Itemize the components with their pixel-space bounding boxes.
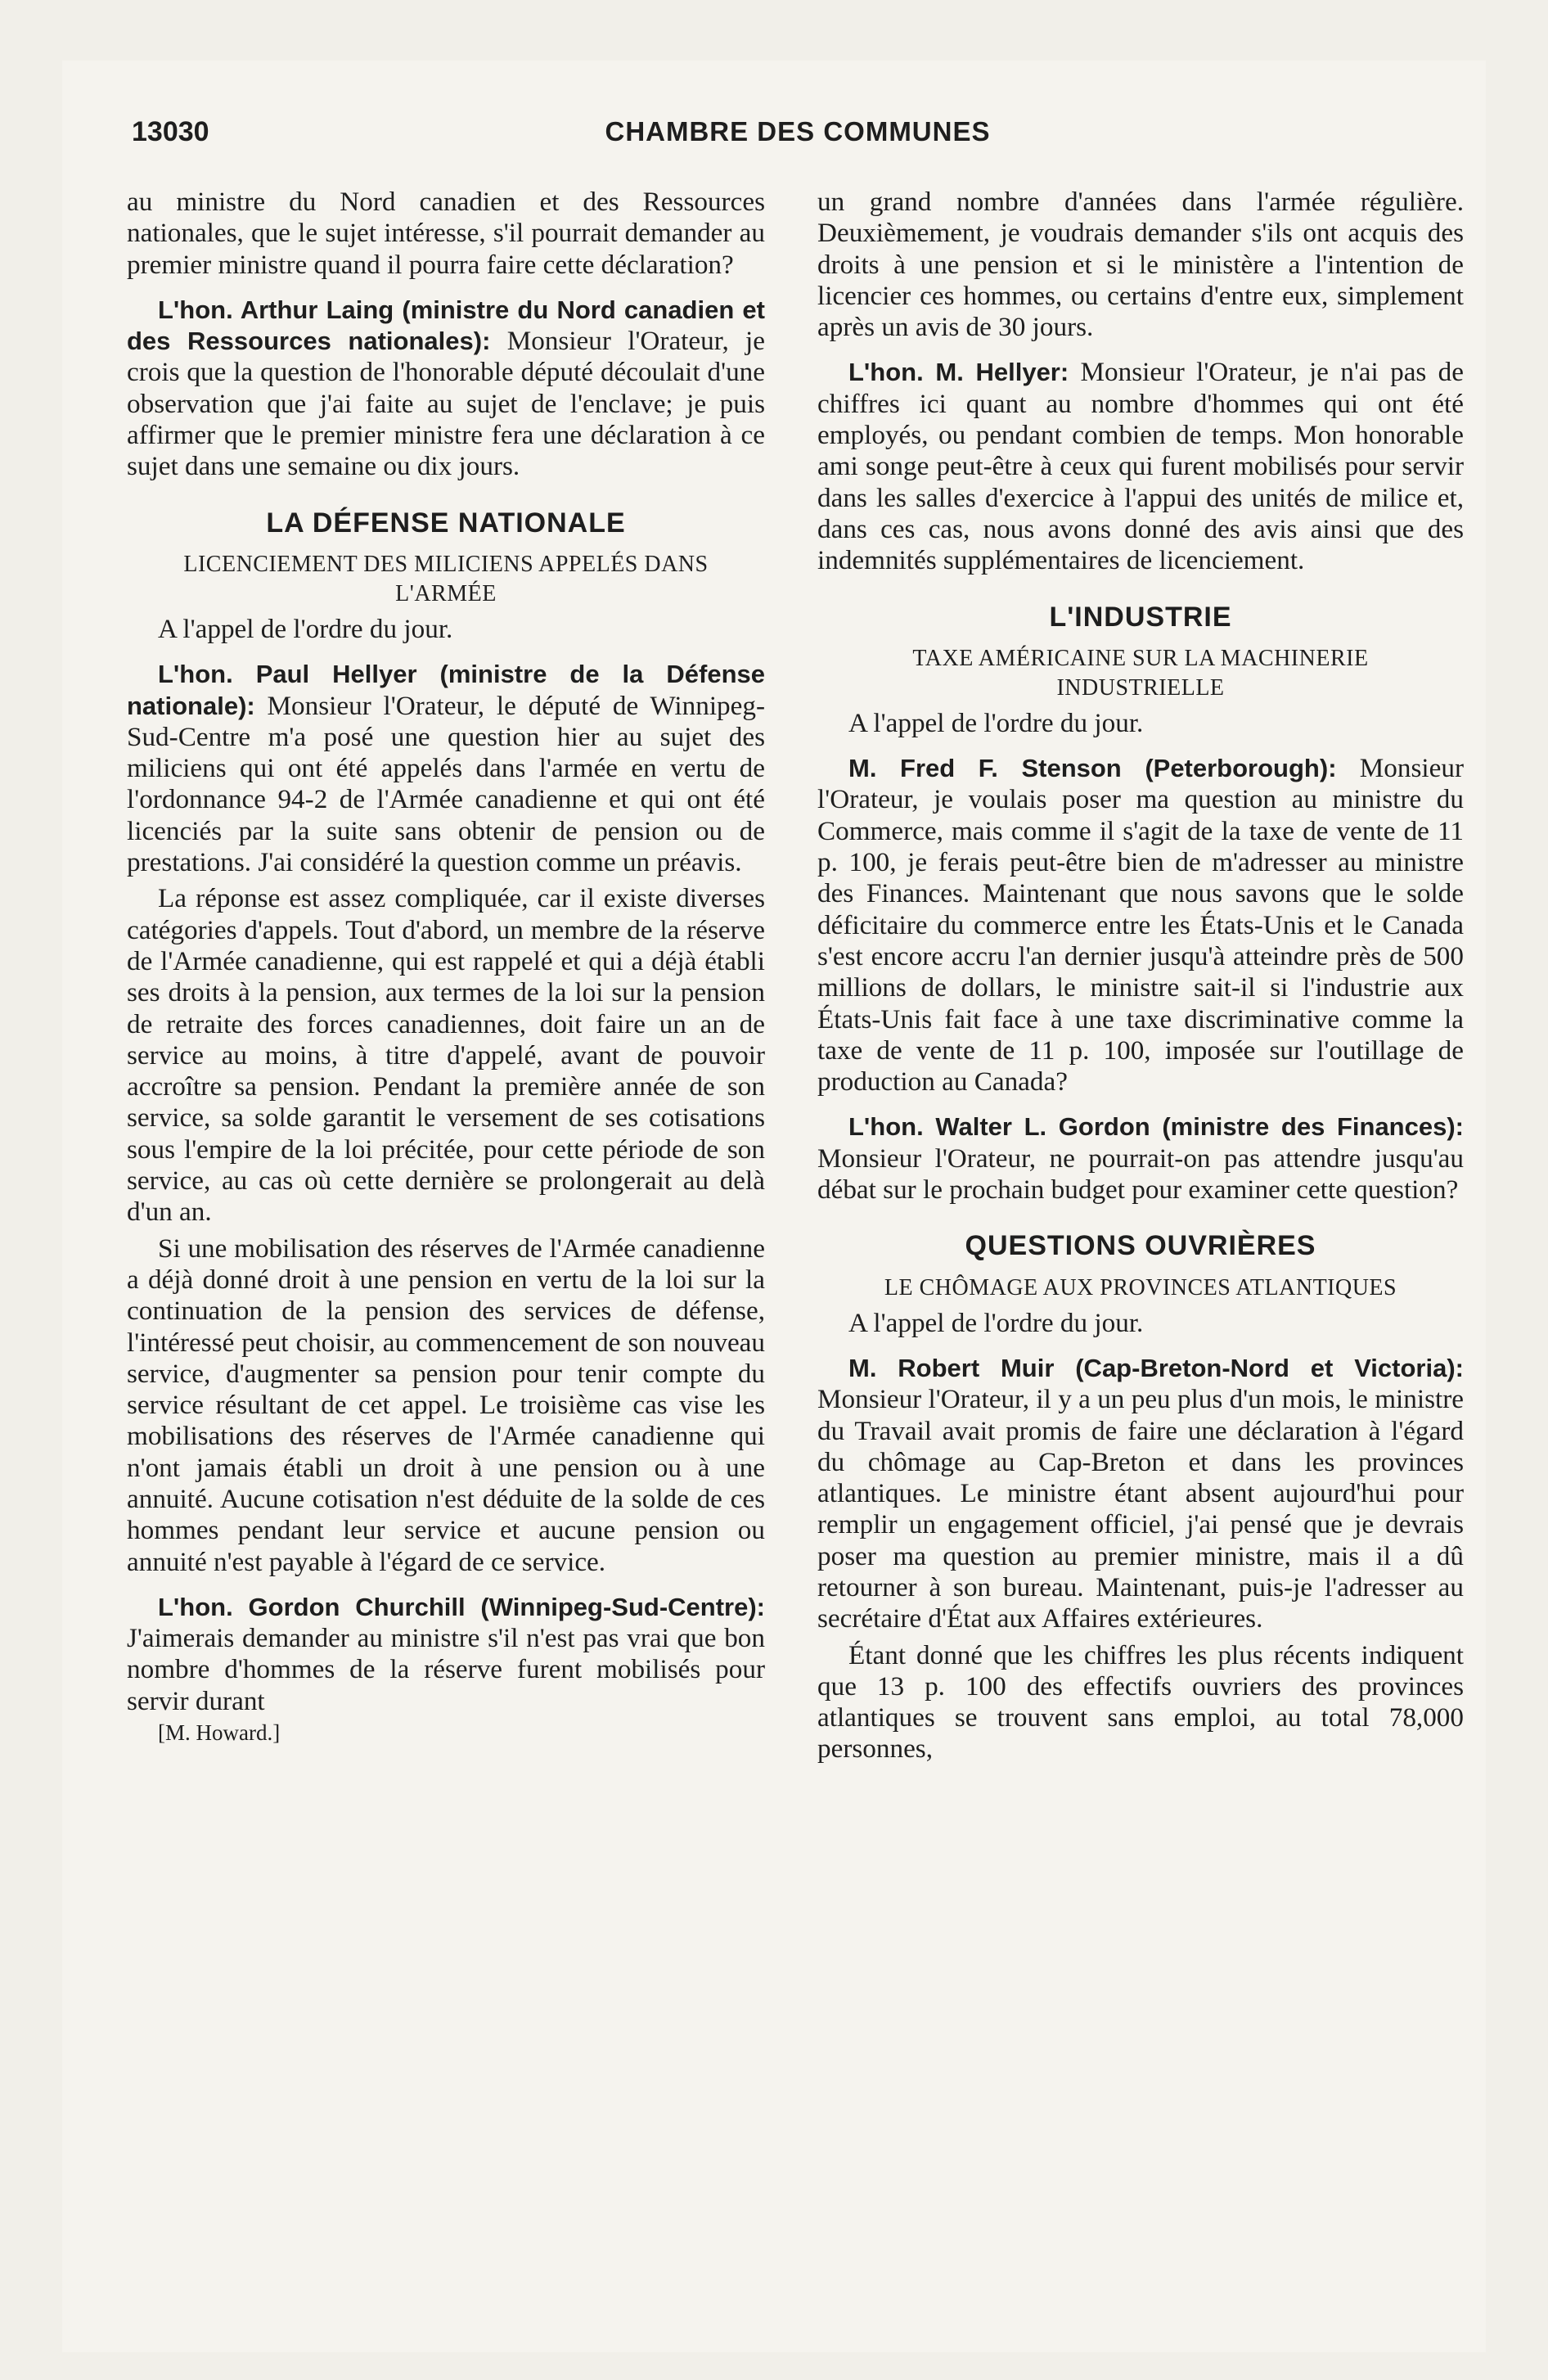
speaker-name: L'hon. Paul Hellyer (ministre de la Défense nationale): [127, 660, 765, 720]
speaker-name: L'hon. Walter L. Gordon (ministre des Finances): [848, 1112, 1464, 1142]
section-subheading: LICENCIEMENT DES MILICIENS APPELÉS DANS L'ARMÉE [183, 551, 709, 606]
section-heading: L'INDUSTRIE [1049, 601, 1232, 633]
speech [127, 659, 765, 878]
right-column [817, 187, 1464, 1765]
speech [127, 1592, 765, 1717]
paragraph: un grand nombre d'années dans l'armée régulière. Deuxièmement, je voudrais demander s'ils ont acquis des droits à une pension et si le ministère a l'intention de licencier ces hommes, ou certains d'entre eux, simplement après un avis de 30 jours. [817, 187, 1464, 343]
page-footer: [M. Howard.] [158, 1720, 281, 1746]
speaker-name: M. Fred F. Stenson (Peterborough): [848, 754, 1337, 783]
order-of-day: A l'appel de l'ordre du jour. [158, 613, 453, 644]
speech [817, 1111, 1464, 1206]
speech-text: Monsieur l'Orateur, ne pourrait-on pas attendre jusqu'au débat sur le prochain budget pour examiner cette question? [817, 1143, 1464, 1206]
speech-text: Monsieur l'Orateur, il y a un peu plus d'un mois, le ministre du Travail avait promis de faire une déclaration à l'égard du chômage au Cap-Breton et dans les provinces atlantiques. Le ministre étant absent aujourd'hui pour remplir un engagement officiel, j'ai pensé que je devrais poser ma question au premier ministre, mais il a dû retourner à son bureau. Maintenant, puis-je l'adresser au secrétaire d'État aux Affaires extérieures. [817, 1384, 1464, 1634]
speech-text: Monsieur l'Orateur, je crois que la question de l'honorable député découlait d'une observation que j'ai faite au sujet de l'enclave; je puis affirmer que le premier ministre fera une déclaration à ce sujet dans une semaine ou dix jours. [127, 326, 766, 482]
paragraph: Si une mobilisation des réserves de l'Armée canadienne a déjà donné droit à une pension en vertu de la loi sur la continuation de la pension des services de défense, l'intéressé peut choisir, au commencement de son nouveau service, d'augmenter sa pension pour tenir compte du service résultant de cet appel. Le troisième cas vise les mobilisations des réserves de l'Armée canadienne qui n'ont jamais établi un droit à une pension ou à une annuité. Aucune cotisation n'est déduite de la solde de ces hommes pendant leur service et aucune pension ou annuité n'est payable à l'égard de ce service. [127, 1233, 765, 1577]
section-heading: LA DÉFENSE NATIONALE [266, 507, 626, 539]
speech [817, 1353, 1464, 1635]
speech-text: Monsieur l'Orateur, je voulais poser ma question au ministre du Commerce, mais comme il s'agit de la taxe de vente de 11 p. 100, je ferais peut-être bien de m'adresser au ministre des Finances. Maintenant que nous savons que le solde déficitaire du commerce entre les États-Unis et le Canada s'est encore accru l'an dernier jusqu'à atteindre près de 500 millions de dollars, le ministre sait-il si l'industrie aux États-Unis fait face à une taxe discriminative comme la taxe de vente de 11 p. 100, imposée sur l'outillage de production au Canada? [817, 753, 1464, 1098]
page-number: 13030 [132, 116, 209, 147]
order-of-day: A l'appel de l'ordre du jour. [848, 1307, 1144, 1338]
section-subheading: TAXE AMÉRICAINE SUR LA MACHINERIE INDUSTRIELLE [912, 645, 1369, 701]
speech [127, 295, 765, 483]
speech-text: J'aimerais demander au ministre s'il n'est pas vrai que bon nombre d'hommes de la réserve furent mobilisés pour servir durant [127, 1623, 765, 1716]
paragraph: au ministre du Nord canadien et des Ressources nationales, que le sujet intéresse, s'il pourrait demander au premier ministre quand il pourra faire cette déclaration? [127, 187, 765, 280]
speaker-name: L'hon. Arthur Laing (ministre du Nord canadien et des Ressources nationales): [127, 295, 765, 356]
order-of-day: A l'appel de l'ordre du jour. [848, 707, 1144, 738]
speech-text: Monsieur l'Orateur, le député de Winnipeg-Sud-Centre m'a posé une question hier au sujet des miliciens qui ont été appelés dans l'armée en vertu de l'ordonnance 94-2 de l'Armée canadienne et qui ont été licenciés par la suite sans obtenir de pension ou de prestations. J'ai considéré la question comme un préavis. [127, 690, 766, 878]
speech [817, 753, 1464, 1098]
speaker-name: M. Robert Muir (Cap-Breton-Nord et Victoria): [848, 1353, 1464, 1382]
paragraph: Étant donné que les chiffres les plus récents indiquent que 13 p. 100 des effectifs ouvriers des provinces atlantiques se trouvent sans emploi, au total 78,000 personnes, [817, 1639, 1464, 1765]
section-heading: QUESTIONS OUVRIÈRES [965, 1230, 1316, 1262]
section-subheading: LE CHÔMAGE AUX PROVINCES ATLANTIQUES [884, 1274, 1397, 1300]
page-header [127, 115, 1469, 164]
page-title: CHAMBRE DES COMMUNES [605, 116, 991, 146]
left-column [127, 187, 765, 1748]
speech-text: Monsieur l'Orateur, je n'ai pas de chiffres ici quant au nombre d'hommes qui ont été employés, ou pendant combien de temps. Mon honorable ami songe peut-être à ceux qui furent mobilisés pour servir dans les salles d'exercice à l'appui des unités de milice et, dans ces cas, nous avons donné des avis ainsi que des indemnités supplémentaires de licenciement. [817, 357, 1464, 576]
speaker-name: L'hon. Gordon Churchill (Winnipeg-Sud-Centre): [158, 1592, 765, 1621]
speech [817, 357, 1464, 576]
speaker-name: L'hon. M. Hellyer: [848, 358, 1069, 387]
paragraph: La réponse est assez compliquée, car il existe diverses catégories d'appels. Tout d'abord, un membre de la réserve de l'Armée canadienne, qui est rappelé et qui a déjà établi ses droits à la pension, aux termes de la loi sur la pension de retraite des forces canadiennes, doit faire un an de service au moins, à titre d'appelé, avant de pouvoir accroître sa pension. Pendant la première année de son service, sa solde garantit le versement de ses cotisations sous l'empire de la loi précitée, pour cette période de son service, au cas où cette dernière se prolongerait au delà d'un an. [127, 883, 765, 1228]
